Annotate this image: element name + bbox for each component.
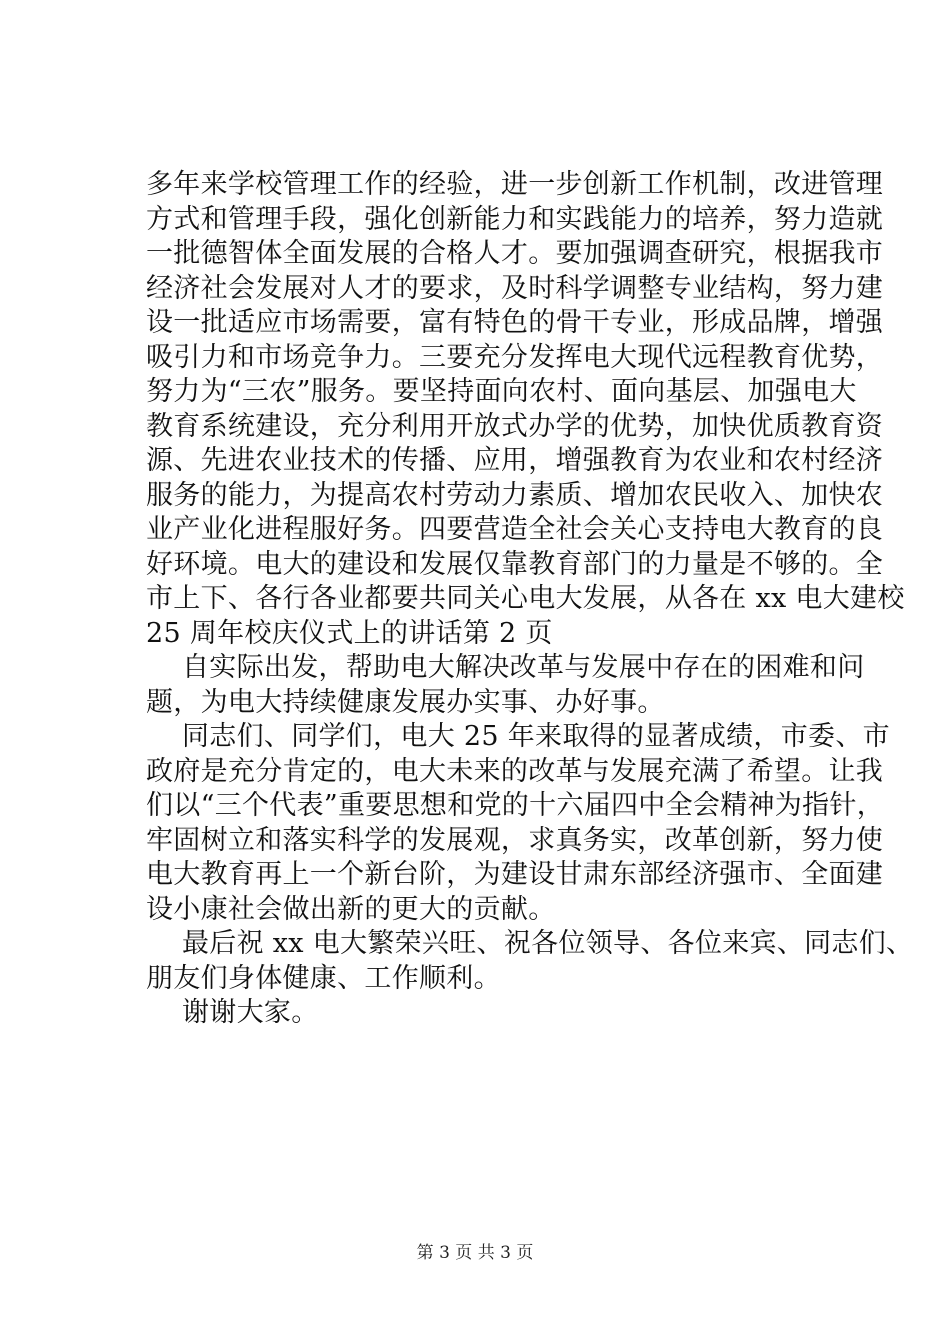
text-line: 一批德智体全面发展的合格人才。要加强调查研究，根据我市 bbox=[146, 238, 884, 269]
text-line: 题，为电大持续健康发展办实事、办好事。 bbox=[146, 686, 665, 718]
text-line: 方式和管理手段，强化创新能力和实践能力的培养，努力造就 bbox=[146, 203, 884, 235]
text-line: 设一批适应市场需要，富有特色的骨干专业，形成品牌，增强 bbox=[146, 307, 884, 338]
text-line: 业产业化进程服好务。四要营造全社会关心支持电大教育的良 bbox=[146, 514, 884, 545]
text-line: 电大教育再上一个新台阶，为建设甘肃东部经济强市、全面建 bbox=[146, 859, 884, 890]
paragraph-start-line: 最后祝 xx 电大繁荣兴旺、祝各位领导、各位来宾、同志们、 bbox=[182, 928, 914, 959]
paragraph-start-line: 谢谢大家。 bbox=[182, 997, 319, 1028]
text-line: 经济社会发展对人才的要求，及时科学调整专业结构，努力建 bbox=[146, 272, 884, 304]
text-line: 源、先进农业技术的传播、应用，增强教育为农业和农村经济 bbox=[146, 445, 884, 476]
text-line: 服务的能力，为提高农村劳动力素质、增加农民收入、加快农 bbox=[146, 479, 884, 511]
text-line: 牢固树立和落实科学的发展观，求真务实，改革创新，努力使 bbox=[146, 824, 884, 856]
paragraph-start-line: 自实际出发，帮助电大解决改革与发展中存在的困难和问 bbox=[182, 652, 865, 683]
text-line: 多年来学校管理工作的经验，进一步创新工作机制，改进管理 bbox=[146, 169, 884, 200]
text-line: 设小康社会做出新的更大的贡献。 bbox=[146, 893, 556, 925]
text-line: 政府是充分肯定的，电大未来的改革与发展充满了希望。让我 bbox=[146, 755, 884, 787]
text-line: 们以“三个代表”重要思想和党的十六届四中全会精神为指针， bbox=[146, 790, 885, 821]
page-number-footer: 第 3 页 共 3 页 bbox=[416, 1243, 534, 1263]
text-line: 市上下、各行各业都要共同关心电大发展，从各在 xx 电大建校 bbox=[146, 583, 905, 614]
paragraph-start-line: 同志们、同学们，电大 25 年来取得的显著成绩，市委、市 bbox=[182, 721, 890, 752]
document-body bbox=[146, 168, 914, 1031]
text-line: 25 周年校庆仪式上的讲话第 2 页 bbox=[146, 617, 553, 649]
text-line: 朋友们身体健康、工作顺利。 bbox=[146, 962, 501, 994]
text-line: 好环境。电大的建设和发展仅靠教育部门的力量是不够的。全 bbox=[146, 548, 884, 580]
text-line: 教育系统建设，充分利用开放式办学的优势，加快优质教育资 bbox=[146, 410, 884, 442]
text-line: 努力为“三农”服务。要坚持面向农村、面向基层、加强电大 bbox=[146, 376, 857, 407]
text-line: 吸引力和市场竞争力。三要充分发挥电大现代远程教育优势， bbox=[146, 341, 884, 373]
